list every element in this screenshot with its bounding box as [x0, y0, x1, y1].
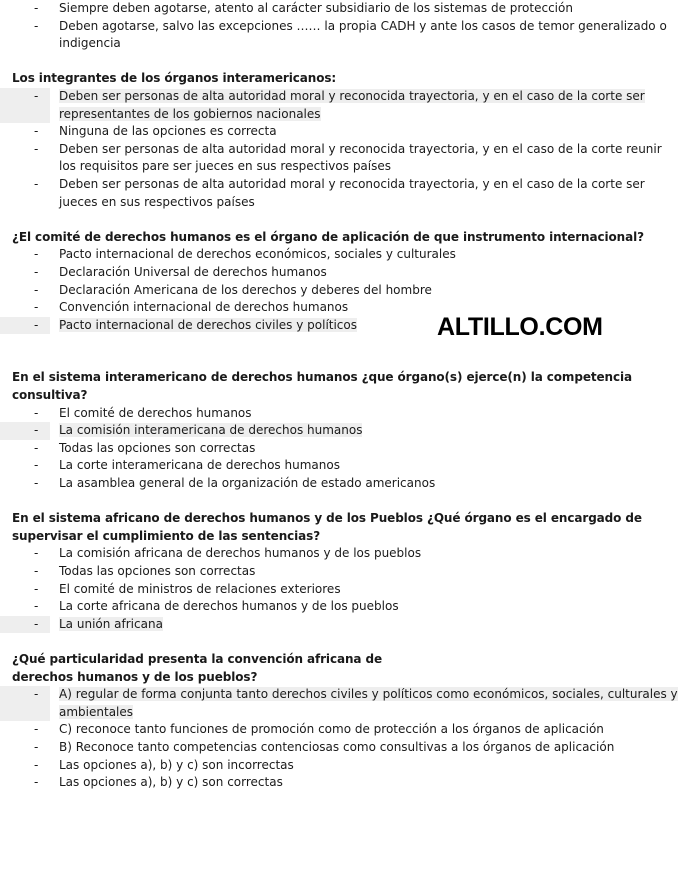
- option-text: La corte interamericana de derechos humanos: [59, 458, 340, 473]
- dash-bullet: -: [34, 141, 39, 156]
- option-item: [0, 246, 681, 264]
- dash-bullet: -: [34, 423, 39, 438]
- option-text: Convención internacional de derechos humanos: [59, 300, 349, 315]
- question-heading: En el sistema interamericano de derechos humanos ¿que órgano(s) ejerce(n) la competencia consultiva?: [12, 370, 633, 403]
- option-item: [0, 598, 681, 616]
- dash-bullet: -: [34, 739, 39, 754]
- option-text: Siempre deben agotarse, atento al carácter subsidiario de los sistemas de protección: [59, 1, 573, 15]
- dash-bullet: -: [34, 300, 39, 315]
- dash-bullet: -: [34, 264, 39, 279]
- option-text: Declaración Universal de derechos humanos: [59, 264, 327, 279]
- option-item: [0, 774, 681, 792]
- option-text: Ninguna de las opciones es correcta: [59, 124, 277, 139]
- top-option-list: [0, 0, 700, 53]
- option-text: El comité de ministros de relaciones exteriores: [59, 581, 341, 596]
- option-item-highlighted: [0, 686, 681, 721]
- option-text: Todas las opciones son correctas: [59, 564, 256, 578]
- option-text: Pacto internacional de derechos civiles y políticos: [59, 317, 358, 332]
- option-item: [0, 545, 681, 563]
- dash-bullet: -: [34, 405, 39, 420]
- option-text: B) Reconoce tanto competencias contenciosas como consultivas a los órganos de aplicación: [59, 739, 615, 754]
- option-text: C) reconoce tanto funciones de promoción como de protección a los órganos de aplicación: [59, 722, 604, 737]
- dash-bullet: -: [34, 546, 39, 561]
- option-item: [0, 176, 681, 211]
- option-list: [0, 545, 700, 633]
- option-item: [0, 264, 681, 282]
- option-list: [0, 686, 700, 792]
- dash-bullet: -: [34, 722, 39, 737]
- option-item: [0, 0, 681, 18]
- option-item: [0, 721, 681, 739]
- option-text: Deben ser personas de alta autoridad moral y reconocida trayectoria, y en el caso de la corte ser representantes de los gobiernos nacionales: [59, 88, 645, 121]
- option-text: Pacto internacional de derechos económicos, sociales y culturales: [59, 247, 456, 262]
- option-item: [0, 457, 681, 475]
- option-text: La comisión africana de derechos humanos y de los pueblos: [59, 546, 422, 561]
- dash-bullet: -: [34, 18, 39, 33]
- option-text: Deben agotarse, salvo las excepciones …… la propia CADH y ante los casos de temor generalizado o indigencia: [59, 18, 667, 51]
- dash-bullet: -: [34, 757, 39, 772]
- dash-bullet: -: [34, 564, 39, 578]
- altillo-watermark-logo: ALTILLO.COM: [437, 313, 603, 341]
- dash-bullet: -: [34, 476, 39, 491]
- option-text: El comité de derechos humanos: [59, 405, 252, 420]
- question-heading: En el sistema africano de derechos humanos y de los Pueblos ¿Qué órgano es el encargado de supervisar el cumplimiento de las sentencias?: [12, 511, 642, 543]
- option-item: [0, 475, 681, 493]
- dash-bullet: -: [34, 247, 39, 262]
- option-item: [0, 757, 681, 775]
- option-text: Deben ser personas de alta autoridad moral y reconocida trayectoria, y en el caso de la corte ser jueces en sus respectivos países: [59, 176, 645, 209]
- dash-bullet: -: [34, 1, 39, 15]
- dash-bullet: -: [34, 687, 39, 702]
- dash-bullet: -: [34, 616, 39, 631]
- option-item: [0, 405, 681, 423]
- option-text: La asamblea general de la organización de estado americanos: [59, 476, 436, 491]
- option-item: [0, 282, 681, 300]
- option-item: [0, 18, 681, 53]
- option-item: [0, 440, 681, 458]
- question-heading: Los integrantes de los órganos interamericanos:: [12, 71, 337, 86]
- option-text: Declaración Americana de los derechos y deberes del hombre: [59, 282, 432, 297]
- question-heading: ¿El comité de derechos humanos es el órgano de aplicación de que instrumento internacional?: [12, 229, 644, 244]
- question-heading: ¿Qué particularidad presenta la convención africana de derechos humanos y de los pueblos?: [12, 651, 383, 684]
- option-text: La unión africana: [59, 616, 163, 631]
- dash-bullet: -: [34, 440, 39, 455]
- dash-bullet: -: [34, 458, 39, 473]
- dash-bullet: -: [34, 317, 39, 332]
- dash-bullet: -: [34, 88, 39, 103]
- option-item-highlighted: [0, 422, 681, 440]
- dash-bullet: -: [34, 124, 39, 139]
- option-item: [0, 563, 681, 581]
- option-item: [0, 141, 681, 176]
- option-item: [0, 581, 681, 599]
- option-list: [0, 88, 700, 211]
- option-text: Deben ser personas de alta autoridad moral y reconocida trayectoria, y en el caso de la corte reunir los requisitos pare ser jueces en sus respectivos países: [59, 141, 662, 174]
- option-text: La corte africana de derechos humanos y de los pueblos: [59, 599, 399, 614]
- option-text: A) regular de forma conjunta tanto derechos civiles y políticos como económicos, sociales, culturales y ambientales: [59, 687, 678, 719]
- option-text: La comisión interamericana de derechos humanos: [59, 423, 363, 438]
- dash-bullet: -: [34, 282, 39, 297]
- option-text: Todas las opciones son correctas: [59, 440, 256, 455]
- dash-bullet: -: [34, 581, 39, 596]
- option-item: [0, 123, 681, 141]
- option-item-highlighted: [0, 616, 681, 634]
- option-item: [0, 739, 681, 757]
- dash-bullet: -: [34, 599, 39, 614]
- option-item-highlighted: [0, 88, 681, 123]
- option-text: Las opciones a), b) y c) son incorrectas: [59, 757, 294, 772]
- option-list: [0, 405, 700, 493]
- dash-bullet: -: [34, 176, 39, 191]
- dash-bullet: -: [34, 775, 39, 790]
- option-text: Las opciones a), b) y c) son correctas: [59, 775, 283, 790]
